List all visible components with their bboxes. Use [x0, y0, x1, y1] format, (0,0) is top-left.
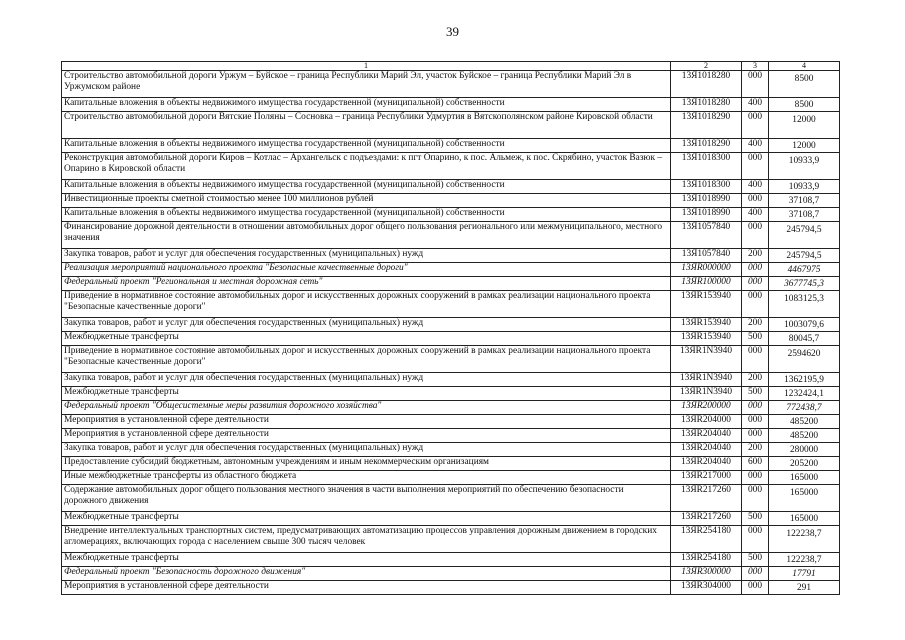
- row-amount-value: 165000: [789, 514, 819, 524]
- row-amount-cell: [769, 98, 840, 112]
- row-amount-value: 1232424,1: [784, 389, 824, 399]
- row-name-cell: Закупка товаров, работ и услуг для обеспечения государственных (муниципальных) нужд: [62, 443, 671, 457]
- table-row: [62, 471, 840, 485]
- row-amount-value: 245794,5: [786, 251, 822, 261]
- row-amount-cell: [769, 581, 840, 595]
- row-code-cell: 13ЯR1N3940: [671, 373, 742, 387]
- row-amount-value: 1362195,9: [784, 375, 824, 385]
- row-amount-cell: [769, 180, 840, 194]
- row-expense-type-cell: 500: [742, 512, 769, 526]
- row-name-cell: Реализация мероприятий национального проекта "Безопасные качественные дороги": [62, 263, 671, 277]
- row-amount-cell: [769, 457, 840, 471]
- row-expense-type-cell: 000: [742, 153, 769, 180]
- row-expense-type-cell: 600: [742, 457, 769, 471]
- row-amount-value: 8500: [794, 100, 814, 110]
- row-amount-value: 280000: [789, 445, 819, 455]
- row-expense-type-cell: 000: [742, 222, 769, 249]
- table-row: [62, 318, 840, 332]
- row-code-cell: 13ЯR204040: [671, 429, 742, 443]
- table-row: [62, 429, 840, 443]
- row-amount-value: 12000: [792, 115, 816, 125]
- row-expense-type-cell: 400: [742, 139, 769, 153]
- row-code-cell: 13ЯR204000: [671, 415, 742, 429]
- table-row: [62, 71, 840, 98]
- table-row: [62, 222, 840, 249]
- row-expense-type-cell: 000: [742, 112, 769, 139]
- row-amount-cell: [769, 553, 840, 567]
- row-code-cell: 13Я1018280: [671, 98, 742, 112]
- row-amount-cell: [769, 443, 840, 457]
- row-code-cell: 13ЯR254180: [671, 553, 742, 567]
- row-code-cell: 13ЯR153940: [671, 318, 742, 332]
- row-expense-type-cell: 000: [742, 471, 769, 485]
- table-row: [62, 277, 840, 291]
- row-amount-value: 1003079,6: [784, 320, 824, 330]
- row-name-cell: Федеральный проект "Региональная и местная дорожная сеть": [62, 277, 671, 291]
- row-name-cell: Межбюджетные трансферты: [62, 553, 671, 567]
- row-code-cell: 13ЯR254180: [671, 526, 742, 553]
- row-name-cell: Мероприятия в установленной сфере деятельности: [62, 415, 671, 429]
- row-code-cell: 13ЯR217000: [671, 471, 742, 485]
- row-code-cell: 13Я1057840: [671, 222, 742, 249]
- row-amount-value: 165000: [789, 473, 819, 483]
- row-expense-type-cell: 500: [742, 332, 769, 346]
- row-amount-cell: [769, 71, 840, 98]
- row-amount-cell: [769, 249, 840, 263]
- header-col-4: 4: [769, 62, 840, 71]
- row-code-cell: 13Я1057840: [671, 249, 742, 263]
- row-name-cell: Приведение в нормативное состояние автомобильных дорог и искусственных дорожных сооружений в рамках реализации национального проекта "Безопасные качественные дороги": [62, 346, 671, 373]
- row-name-cell: Капитальные вложения в объекты недвижимого имущества государственной (муниципальной) собственности: [62, 180, 671, 194]
- row-name-cell: Приведение в нормативное состояние автомобильных дорог и искусственных дорожных сооружений в рамках реализации национального проекта "Безопасные качественные дороги": [62, 291, 671, 318]
- table-row: [62, 415, 840, 429]
- row-amount-cell: [769, 373, 840, 387]
- table-row: [62, 387, 840, 401]
- row-name-cell: Капитальные вложения в объекты недвижимого имущества государственной (муниципальной) собственности: [62, 208, 671, 222]
- row-name-cell: Предоставление субсидий бюджетным, автономным учреждениям и иным некоммерческим организациям: [62, 457, 671, 471]
- table-row: [62, 112, 840, 139]
- row-name-cell: Содержание автомобильных дорог общего пользования местного значения в части выполнения мероприятий по обеспечению безопасности дорожного движения: [62, 485, 671, 512]
- row-amount-value: 205200: [789, 459, 819, 469]
- row-name-cell: Мероприятия в установленной сфере деятельности: [62, 429, 671, 443]
- row-name-cell: Межбюджетные трансферты: [62, 332, 671, 346]
- table-row: [62, 457, 840, 471]
- row-code-cell: 13ЯR153940: [671, 291, 742, 318]
- row-amount-cell: [769, 401, 840, 415]
- row-amount-value: 8500: [794, 74, 814, 84]
- row-amount-cell: [769, 277, 840, 291]
- row-name-cell: Мероприятия в установленной сфере деятельности: [62, 581, 671, 595]
- table-row: [62, 139, 840, 153]
- row-amount-value: 80045,7: [788, 334, 820, 344]
- table-row: [62, 526, 840, 553]
- row-amount-value: 485200: [789, 417, 819, 427]
- row-expense-type-cell: 000: [742, 415, 769, 429]
- row-expense-type-cell: 500: [742, 553, 769, 567]
- table-row: [62, 263, 840, 277]
- row-amount-value: 485200: [789, 431, 819, 441]
- row-name-cell: Внедрение интеллектуальных транспортных систем, предусматривающих автоматизацию процессов управления дорожным движением в городских агломерациях, включающих города с населением свыше 300 тысяч человек: [62, 526, 671, 553]
- row-amount-cell: [769, 346, 840, 373]
- row-expense-type-cell: 000: [742, 401, 769, 415]
- row-amount-cell: [769, 485, 840, 512]
- row-code-cell: 13ЯR200000: [671, 401, 742, 415]
- row-amount-value: 10933,9: [788, 182, 820, 192]
- row-code-cell: 13Я1018280: [671, 71, 742, 98]
- table-row: [62, 153, 840, 180]
- row-amount-value: 4467975: [787, 265, 821, 275]
- table-row: [62, 443, 840, 457]
- header-col-3: 3: [742, 62, 769, 71]
- row-expense-type-cell: 000: [742, 485, 769, 512]
- row-amount-value: 10933,9: [788, 156, 820, 166]
- row-name-cell: Реконструкция автомобильной дороги Киров – Котлас – Архангельск с подъездами: к пгт Опарино, к пос. Альмеж, к пос. Скрябино, участок Вазюк – Опарино в Кировской области: [62, 153, 671, 180]
- row-amount-cell: [769, 112, 840, 139]
- row-amount-cell: [769, 208, 840, 222]
- row-expense-type-cell: 200: [742, 249, 769, 263]
- row-expense-type-cell: 500: [742, 387, 769, 401]
- row-code-cell: 13ЯR217260: [671, 512, 742, 526]
- row-name-cell: Межбюджетные трансферты: [62, 512, 671, 526]
- row-expense-type-cell: 400: [742, 208, 769, 222]
- row-expense-type-cell: 200: [742, 373, 769, 387]
- row-amount-value: 3677745,3: [784, 279, 824, 289]
- row-expense-type-cell: 000: [742, 291, 769, 318]
- row-expense-type-cell: 000: [742, 581, 769, 595]
- row-amount-value: 122238,7: [786, 555, 822, 565]
- row-name-cell: Капитальные вложения в объекты недвижимого имущества государственной (муниципальной) собственности: [62, 98, 671, 112]
- row-code-cell: 13Я1018290: [671, 139, 742, 153]
- row-code-cell: 13Я1018300: [671, 180, 742, 194]
- row-name-cell: Закупка товаров, работ и услуг для обеспечения государственных (муниципальных) нужд: [62, 249, 671, 263]
- row-amount-cell: [769, 139, 840, 153]
- table-row: [62, 512, 840, 526]
- row-amount-cell: [769, 318, 840, 332]
- table-header-row: [62, 62, 840, 71]
- row-expense-type-cell: 000: [742, 346, 769, 373]
- row-amount-value: 291: [796, 583, 812, 593]
- row-expense-type-cell: 000: [742, 526, 769, 553]
- row-code-cell: 13ЯR100000: [671, 277, 742, 291]
- row-code-cell: 13Я1018990: [671, 208, 742, 222]
- table-row: [62, 98, 840, 112]
- budget-table: [61, 61, 840, 595]
- row-code-cell: 13Я1018290: [671, 112, 742, 139]
- row-expense-type-cell: 000: [742, 263, 769, 277]
- row-amount-cell: [769, 471, 840, 485]
- row-amount-cell: [769, 415, 840, 429]
- row-expense-type-cell: 200: [742, 443, 769, 457]
- row-code-cell: 13ЯR1N3940: [671, 387, 742, 401]
- row-name-cell: Инвестиционные проекты сметной стоимостью менее 100 миллионов рублей: [62, 194, 671, 208]
- row-expense-type-cell: 000: [742, 71, 769, 98]
- row-name-cell: Межбюджетные трансферты: [62, 387, 671, 401]
- row-amount-cell: [769, 194, 840, 208]
- table-row: [62, 291, 840, 318]
- row-amount-value: 122238,7: [786, 529, 822, 539]
- row-amount-value: 37108,7: [788, 210, 820, 220]
- row-amount-cell: [769, 526, 840, 553]
- table-row: [62, 553, 840, 567]
- row-amount-value: 12000: [792, 141, 816, 151]
- row-code-cell: 13ЯR217260: [671, 485, 742, 512]
- row-name-cell: Финансирование дорожной деятельности в отношении автомобильных дорог общего пользования регионального или межмуниципального, местного значения: [62, 222, 671, 249]
- row-amount-cell: [769, 153, 840, 180]
- table-row: [62, 346, 840, 373]
- row-name-cell: Иные межбюджетные трансферты из областного бюджета: [62, 471, 671, 485]
- row-expense-type-cell: 200: [742, 318, 769, 332]
- row-amount-value: 245794,5: [786, 225, 822, 235]
- table-row: [62, 249, 840, 263]
- header-col-1: 1: [62, 62, 671, 71]
- row-code-cell: 13ЯR1N3940: [671, 346, 742, 373]
- row-code-cell: 13ЯR300000: [671, 567, 742, 581]
- row-name-cell: Федеральный проект "Безопасность дорожного движения": [62, 567, 671, 581]
- row-code-cell: 13ЯR204040: [671, 457, 742, 471]
- header-col-2: 2: [671, 62, 742, 71]
- row-expense-type-cell: 400: [742, 98, 769, 112]
- table-row: [62, 332, 840, 346]
- table-row: [62, 208, 840, 222]
- row-amount-cell: [769, 222, 840, 249]
- table-row: [62, 373, 840, 387]
- row-expense-type-cell: 000: [742, 194, 769, 208]
- row-amount-cell: [769, 263, 840, 277]
- table-row: [62, 401, 840, 415]
- row-amount-cell: [769, 332, 840, 346]
- row-name-cell: Строительство автомобильной дороги Вятские Поляны – Сосновка – граница Республики Удмуртия в Вятскополянском районе Кировской области: [62, 112, 671, 139]
- row-name-cell: Закупка товаров, работ и услуг для обеспечения государственных (муниципальных) нужд: [62, 318, 671, 332]
- row-amount-value: 2594620: [787, 349, 821, 359]
- row-name-cell: Капитальные вложения в объекты недвижимого имущества государственной (муниципальной) собственности: [62, 139, 671, 153]
- row-code-cell: 13ЯR304000: [671, 581, 742, 595]
- row-amount-cell: [769, 387, 840, 401]
- row-amount-value: 37108,7: [788, 196, 820, 206]
- row-amount-value: 17791: [792, 569, 816, 579]
- table-row: [62, 194, 840, 208]
- row-name-cell: Закупка товаров, работ и услуг для обеспечения государственных (муниципальных) нужд: [62, 373, 671, 387]
- table-row: [62, 567, 840, 581]
- row-amount-cell: [769, 291, 840, 318]
- row-amount-cell: [769, 429, 840, 443]
- row-amount-cell: [769, 567, 840, 581]
- row-code-cell: 13ЯR153940: [671, 332, 742, 346]
- row-code-cell: 13Я1018990: [671, 194, 742, 208]
- row-expense-type-cell: 400: [742, 180, 769, 194]
- row-amount-cell: [769, 512, 840, 526]
- row-expense-type-cell: 000: [742, 429, 769, 443]
- row-amount-value: 165000: [789, 488, 819, 498]
- row-code-cell: 13Я1018300: [671, 153, 742, 180]
- row-code-cell: 13ЯR204040: [671, 443, 742, 457]
- row-name-cell: Строительство автомобильной дороги Уржум – Буйское – граница Республики Марий Эл, участок Буйское – граница Республики Марий Эл в Уржумском районе: [62, 71, 671, 98]
- table-row: [62, 581, 840, 595]
- row-expense-type-cell: 000: [742, 277, 769, 291]
- table-row: [62, 180, 840, 194]
- page-number: 39: [446, 24, 459, 39]
- table-row: [62, 485, 840, 512]
- row-amount-value: 772438,7: [786, 403, 822, 413]
- row-amount-value: 1083125,3: [784, 294, 824, 304]
- row-expense-type-cell: 000: [742, 567, 769, 581]
- row-name-cell: Федеральный проект "Общесистемные меры развития дорожного хозяйства": [62, 401, 671, 415]
- row-code-cell: 13ЯR000000: [671, 263, 742, 277]
